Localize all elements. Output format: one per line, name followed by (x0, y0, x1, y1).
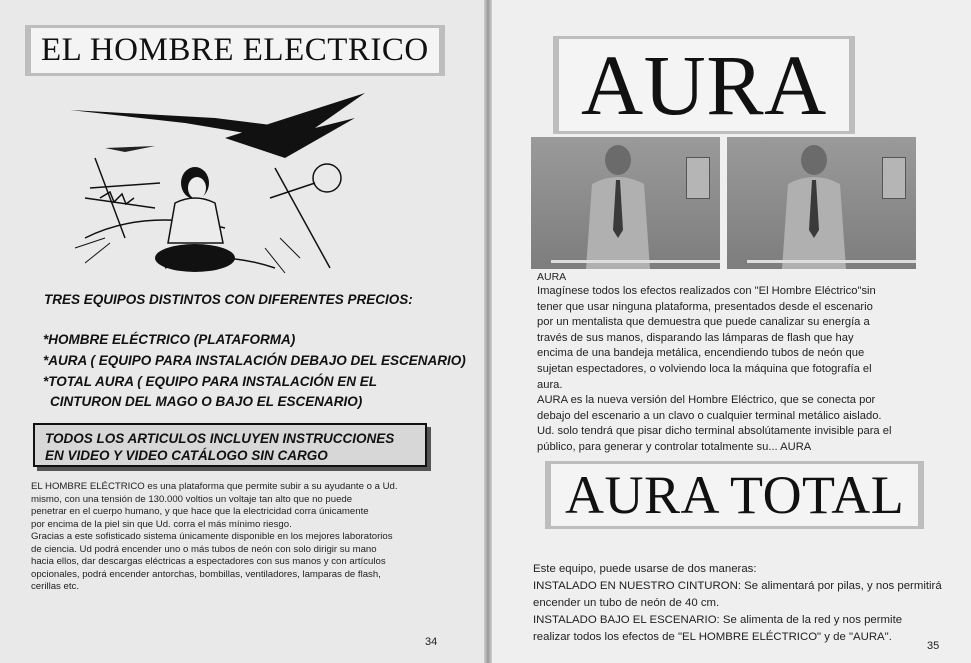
product-hombre-electrico: *HOMBRE ELÉCTRICO (PLATAFORMA) (43, 332, 296, 347)
body-line: Ud. solo tendrá que pisar dicho terminal absolútamente invisible para el (537, 425, 892, 438)
aura-photo-1 (531, 137, 720, 269)
electric-woman-illustration (65, 88, 385, 283)
aura-title-text: AURA (559, 39, 849, 131)
hombre-electrico-title (25, 25, 445, 76)
body-line: por encima de la piel sin que Ud. corra el más mínimo riesgo. (31, 518, 292, 530)
aura-total-title-text: AURA TOTAL (551, 464, 918, 526)
body-line: INSTALADO EN NUESTRO CINTURON: Se alimentará por pilas, y nos permitirá (533, 580, 942, 592)
page-number-right: 35 (927, 640, 940, 652)
aura-description (537, 284, 952, 456)
body-line: por un mentalista que demuestra que puede canalizar su energía a (537, 316, 870, 329)
body-line: encender un tubo de neón de 40 cm. (533, 597, 720, 609)
aura-total-description (533, 561, 953, 646)
body-line: público, para generar y controlar totalmente su... AURA (537, 440, 812, 453)
product-total-aura-continued: CINTURON DEL MAGO O BAJO EL ESCENARIO) (50, 394, 363, 409)
body-line: mismo, con una tensión de 130.000 voltios un voltaje tan alto que no puede (31, 493, 353, 505)
aura-photo-2 (727, 137, 916, 269)
body-line: cerillas etc. (31, 581, 79, 592)
body-line: hacia ellos, dar descargas eléctricas a espectadores con sus manos y con artículos (31, 556, 386, 567)
performer-figure (576, 142, 656, 269)
body-line: realizar todos los efectos de "EL HOMBRE ELÉCTRICO" y de "AURA". (533, 631, 892, 643)
body-line: aura. (537, 378, 563, 391)
body-line: opcionales, podrá encender antorchas, bombillas, ventiladores, lamparas de flash, (31, 568, 381, 580)
hombre-electrico-description (31, 481, 451, 594)
page-number-left: 34 (425, 636, 438, 648)
aura-total-title (545, 461, 924, 529)
body-line: Imagínese todos los efectos realizados con "El Hombre Eléctrico"sin (537, 285, 876, 297)
aura-title (553, 36, 855, 134)
body-line: de ciencia. Ud podrá encender uno o más tubos de neón con solo dirigir su mano (31, 543, 377, 555)
wall-socket-icon (686, 157, 710, 199)
neon-tube (747, 260, 916, 263)
hombre-electrico-title-text: EL HOMBRE ELECTRICO (31, 28, 439, 73)
body-line: sujetan espectadores, o volviendo loca la máquina que fotografía el (537, 362, 872, 375)
body-line: penetrar en el cuerpo humano, y que hace que la electricidad corra únicamente (31, 506, 369, 517)
body-line: Este equipo, puede usarse de dos maneras: (533, 563, 757, 575)
body-line: encima de una bandeja metálica, encendiendo tubos de neón que (537, 347, 865, 360)
tres-equipos-headline: TRES EQUIPOS DISTINTOS CON DIFERENTES PRECIOS: (44, 292, 413, 307)
neon-tube (551, 260, 720, 263)
notice-line: EN VIDEO Y VIDEO CATÁLOGO SIN CARGO (45, 448, 328, 463)
photo-caption: AURA (537, 271, 567, 283)
notice-line: TODOS LOS ARTICULOS INCLUYEN INSTRUCCIONES (45, 431, 395, 446)
body-line: INSTALADO BAJO EL ESCENARIO: Se alimenta de la red y nos permite (533, 614, 903, 626)
video-instructions-notice (33, 423, 427, 467)
body-line: tener que usar ninguna plataforma, presentados desde el escenario (537, 300, 873, 313)
body-line: debajo del escenario a un clavo o cualquier terminal metálico aislado. (537, 409, 882, 422)
body-line: AURA es la nueva versión del Hombre Eléctrico, que se conecta por (537, 394, 876, 407)
body-line: Gracias a este sofisticado sistema únicamente disponible en los mejores laboratorios (31, 531, 393, 542)
product-total-aura: *TOTAL AURA ( EQUIPO PARA INSTALACIÓN EN EL (43, 374, 378, 389)
performer-figure (772, 142, 852, 269)
body-line: EL HOMBRE ELÉCTRICO es una plataforma que permite subir a su ayudante o a Ud. (31, 481, 398, 492)
product-aura: *AURA ( EQUIPO PARA INSTALACIÓN DEBAJO DEL ESCENARIO) (43, 353, 466, 368)
book-gutter (484, 0, 492, 663)
wall-socket-icon (882, 157, 906, 199)
body-line: través de sus manos, disparando las lámparas de flash que hay (537, 331, 854, 344)
